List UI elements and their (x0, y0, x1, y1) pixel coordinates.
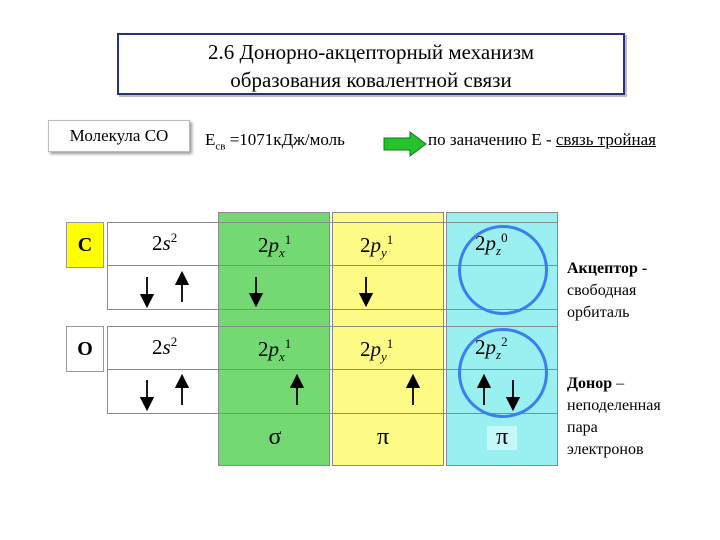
c-2s-orbital: $2s^2$ (152, 230, 178, 255)
c-2py-orbital: $2p_y^1$ (360, 232, 394, 261)
acceptor-note (567, 258, 647, 324)
donor-line-3: пара (567, 419, 598, 436)
energy-value: =1071кДж/моль (225, 130, 345, 149)
donor-dash: – (612, 375, 625, 392)
o-2pz-orbital: $2p_z^2$ (475, 334, 508, 363)
energy-subscript: св (215, 140, 226, 153)
pi-bond-symbol-2: π (495, 424, 509, 450)
title-line-2: образования ковалентной связи (230, 68, 512, 92)
o-2s-orbital: $2s^2$ (152, 334, 178, 359)
o-2px-orbital: $2p_x^1$ (258, 336, 292, 365)
c-2px-orbital: $2p_x^1$ (258, 232, 292, 261)
donor-line-2: неподеленная (567, 397, 661, 414)
energy-symbol: E (205, 130, 216, 149)
molecule-label: Молекула СО (48, 120, 190, 152)
acceptor-title: Акцептор - (567, 260, 648, 277)
o-2py-orbital: $2p_y^1$ (360, 336, 394, 365)
conclusion-prefix: по заначению Е - (428, 130, 556, 149)
carbon-atom-label: С (66, 222, 104, 268)
donor-title: Донор (567, 375, 613, 392)
acceptor-line-2: свободная (567, 282, 637, 299)
conclusion-underlined: связь тройная (555, 130, 656, 149)
pi-bond-symbol-1: π (376, 424, 390, 450)
acceptor-line-3: орбиталь (567, 304, 630, 321)
c-2pz-orbital: $2p_z^0$ (475, 230, 508, 259)
donor-note (567, 373, 661, 461)
oxygen-atom-label: O (66, 326, 104, 372)
sigma-bond-symbol: σ (268, 424, 282, 450)
donor-line-4: электронов (567, 441, 644, 458)
title-line-1: 2.6 Донорно-акцепторный механизм (208, 40, 534, 64)
